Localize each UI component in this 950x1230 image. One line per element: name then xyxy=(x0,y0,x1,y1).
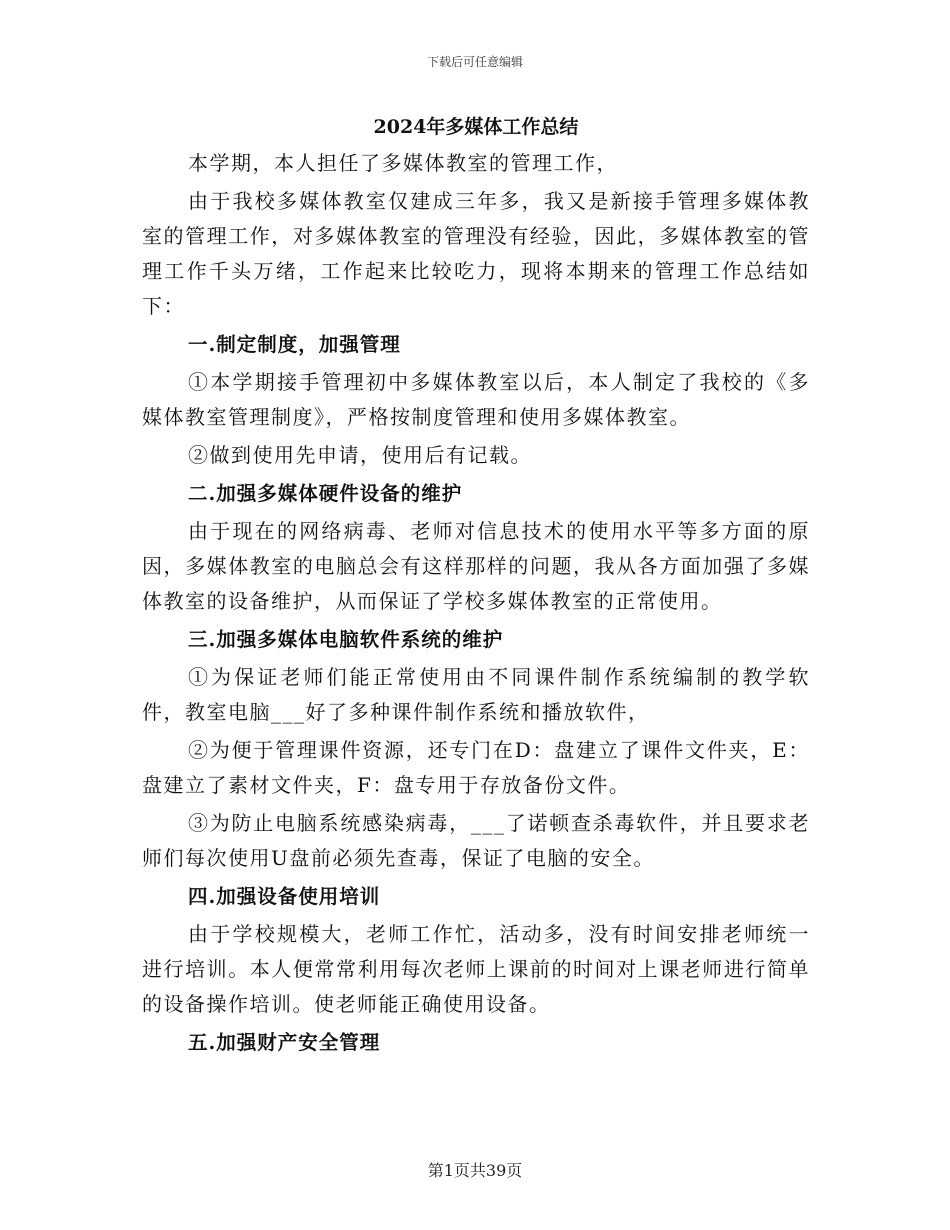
page-number: 第1页共39页 xyxy=(427,1161,523,1180)
paragraph: 由于学校规模大，老师工作忙，活动多，没有时间安排老师统一进行培训。本人便常常利用每次老师上课前的时间对上课老师进行简单的设备操作培训。使老师能正确使用设备。 xyxy=(142,922,810,1016)
section-heading-4: 四.加强设备使用培训 xyxy=(188,885,381,908)
paragraph: ③为防止电脑系统感染病毒，___了诺顿查杀毒软件，并且要求老师们每次使用U盘前必须先查毒，保证了电脑的安全。 xyxy=(142,811,810,870)
document-body xyxy=(142,108,810,1063)
section-heading-1: 一.制定制度，加强管理 xyxy=(188,333,401,356)
paragraph: ①为保证老师们能正常使用由不同课件制作系统编制的教学软件，教室电脑___好了多种课件制作系统和播放软件， xyxy=(142,665,810,724)
paragraph: ②做到使用先申请，使用后有记载。 xyxy=(188,443,532,467)
page-header: 下载后可任意编辑 xyxy=(426,55,523,69)
section-heading-2: 二.加强多媒体硬件设备的维护 xyxy=(188,482,463,505)
paragraph: 本学期，本人担任了多媒体教室的管理工作， xyxy=(188,151,618,175)
section-heading-5: 五.加强财产安全管理 xyxy=(188,1031,381,1054)
paragraph: 由于现在的网络病毒、老师对信息技术的使用水平等多方面的原因，多媒体教室的电脑总会有这样那样的问题，我从各方面加强了多媒体教室的设备维护，从而保证了学校多媒体教室的正常使用。 xyxy=(142,519,810,613)
paragraph: ②为便于管理课件资源，还专门在D：盘建立了课件文件夹，E：盘建立了素材文件夹，F：盘专用于存放备份文件。 xyxy=(142,738,810,797)
paragraph: ①本学期接手管理初中多媒体教室以后，本人制定了我校的《多媒体教室管理制度》，严格按制度管理和使用多媒体教室。 xyxy=(142,370,810,429)
paragraph: 由于我校多媒体教室仅建成三年多，我又是新接手管理多媒体教室的管理工作，对多媒体教室的管理没有经验，因此，多媒体教室的管理工作千头万绪，工作起来比较吃力，现将本期来的管理工作总结如下： xyxy=(142,189,810,318)
document-title: 2024年多媒体工作总结 xyxy=(373,116,579,138)
section-heading-3: 三.加强多媒体电脑软件系统的维护 xyxy=(188,628,504,651)
